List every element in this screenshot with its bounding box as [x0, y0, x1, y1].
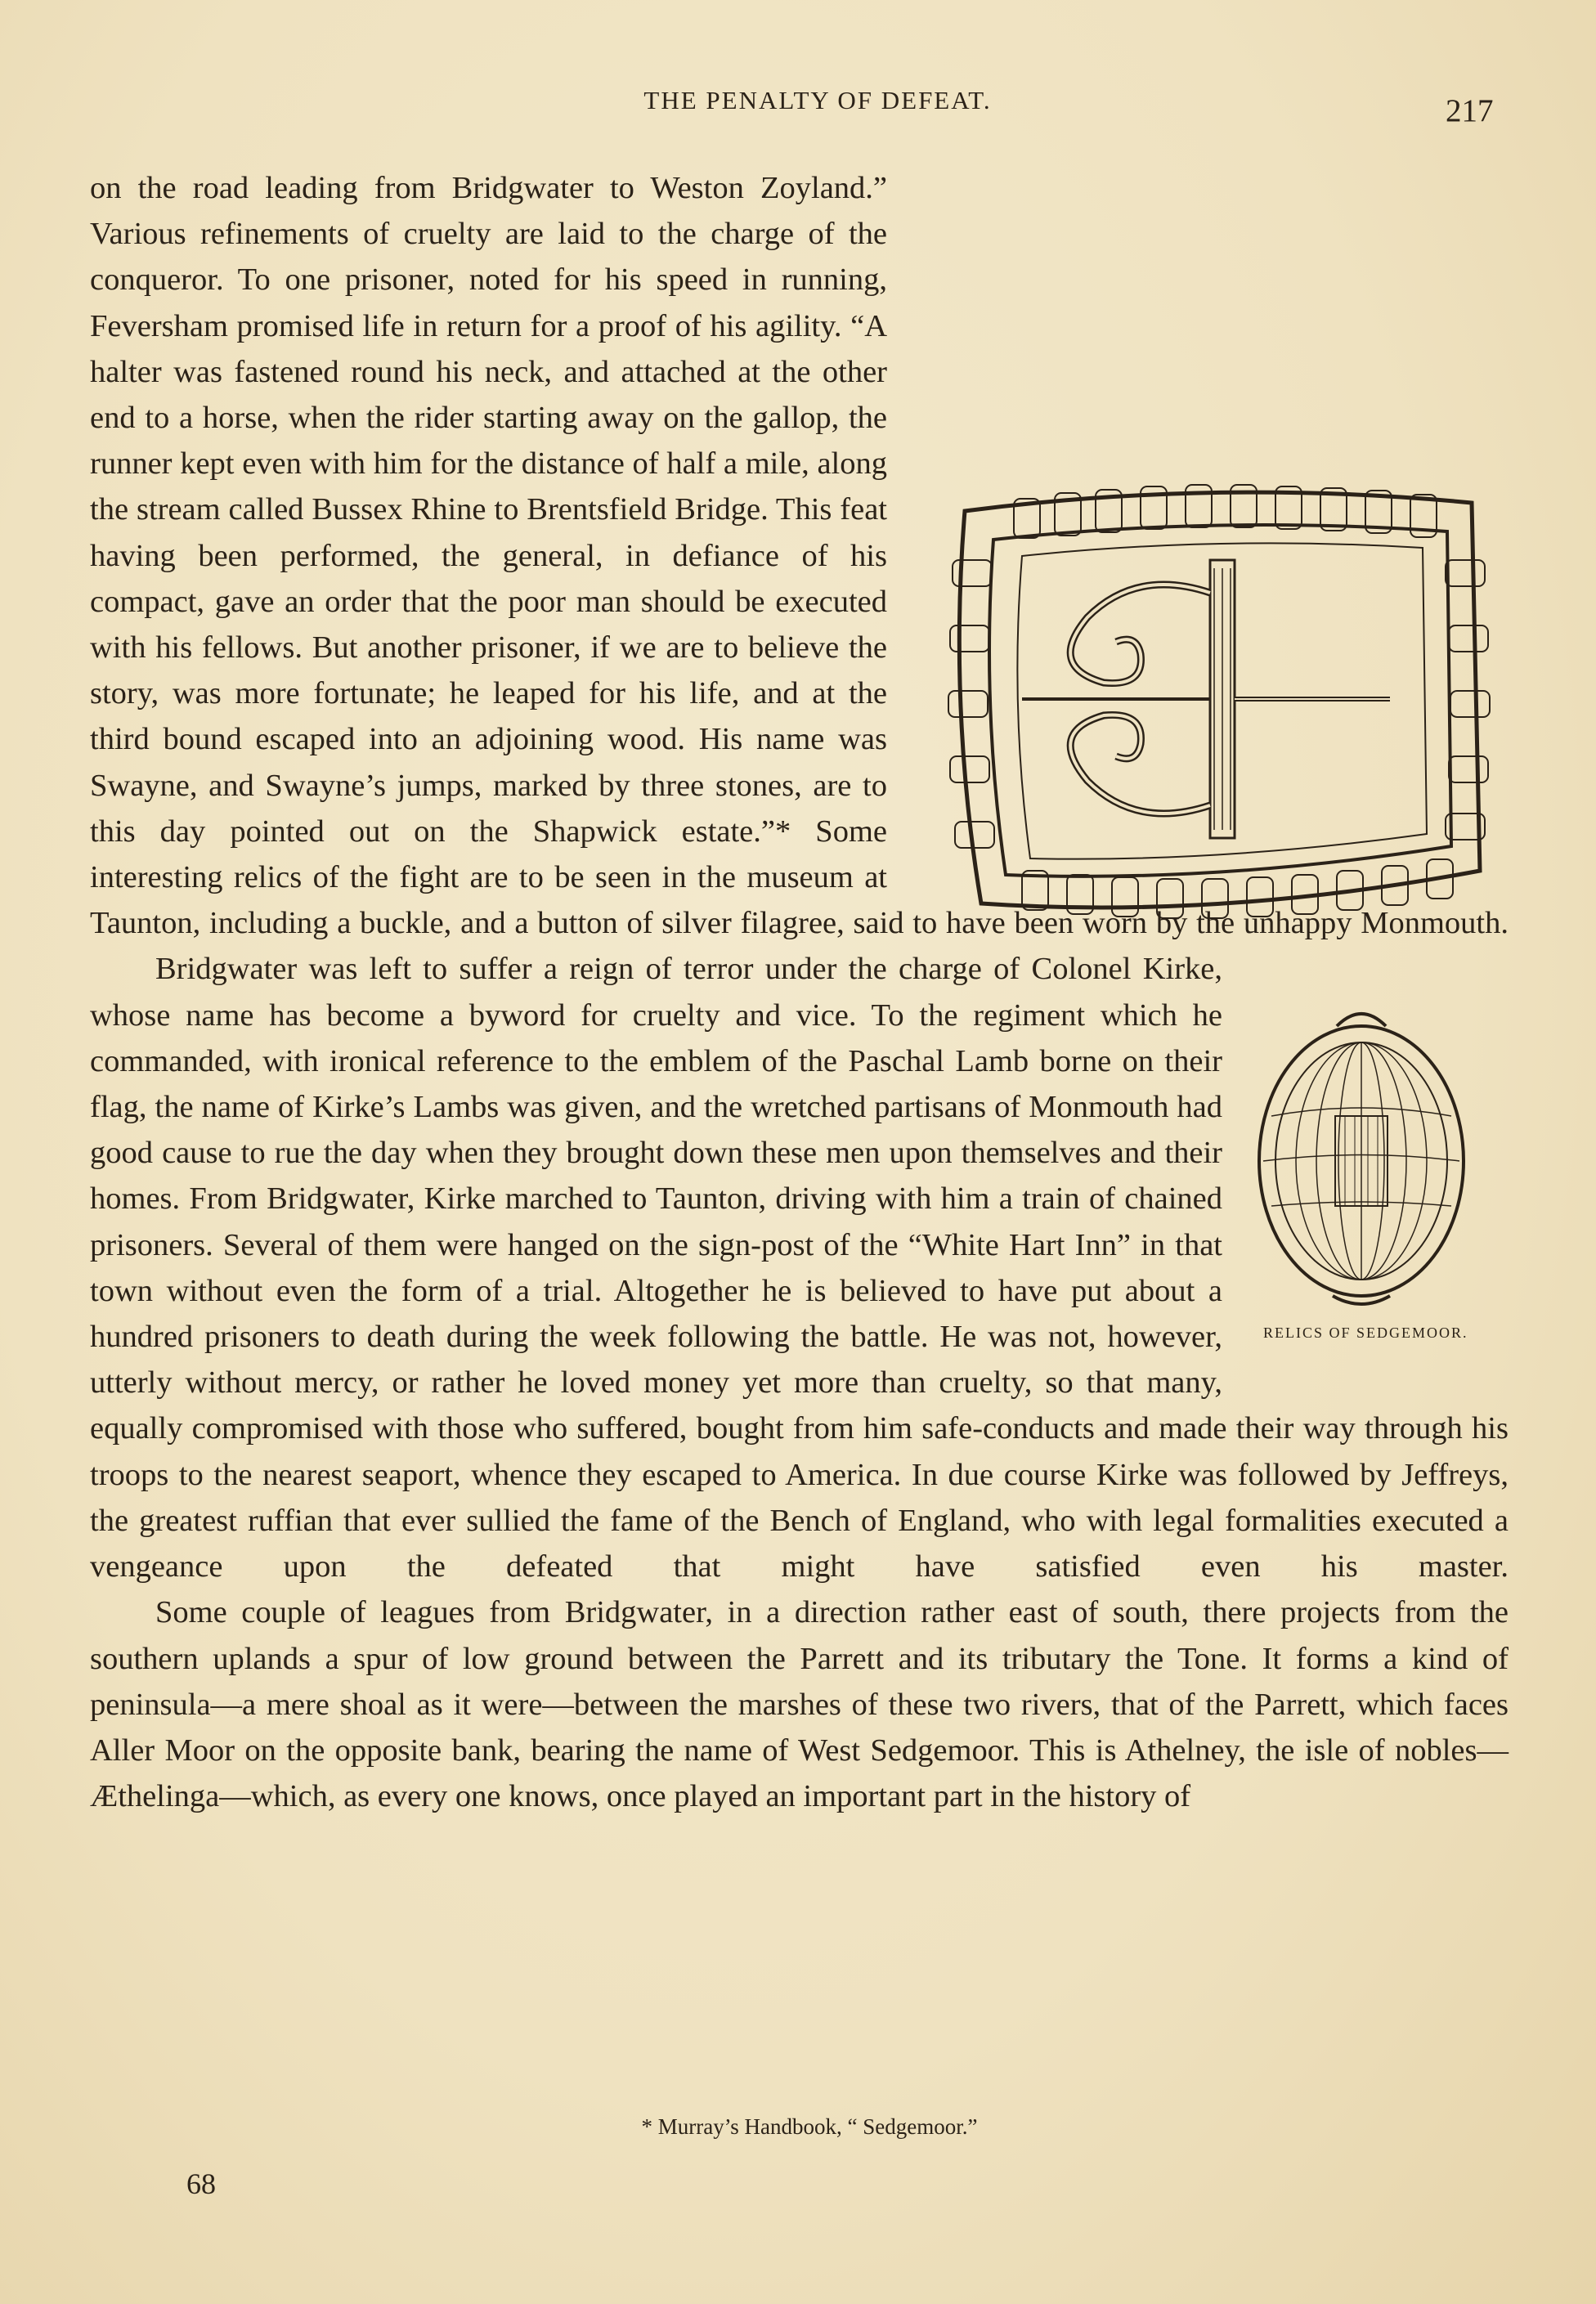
buckle-illustration [932, 462, 1504, 940]
signature-mark: 68 [186, 2167, 216, 2200]
button-illustration [1239, 993, 1484, 1312]
body-text [90, 165, 1509, 1819]
paragraph-1: on the road leading from Bridgwater to Weston Zoyland.” Various refinements of cruelty are laid to the charge of the conqueror. To one prisoner, noted for his speed in running, Feversham promised life in return for a proof of his agility. “A halter was fastened round his neck, and attached at the other end to a horse, when the rider starting away on the gallop, the runner kept even with him for the distance of half a mile, along the stream called Bussex Rhine to Brentsfield Bridge. This feat having been performed, the general, in defiance of his compact, gave an order that the poor man should be executed with his fellows. But another prisoner, if we are to believe the story, was more fortunate; he leaped for his life, and at the third bound escaped into an adjoining wood. His name was Swayne, and Swayne’s jumps, marked by three stones, are to this day pointed out on the Shapwick estate.”* Some interesting relics of the fight are to be seen in the museum at Taunton, including a buckle, and a button of silver filagree, said to have been worn by the unhappy Monmouth. [90, 171, 1509, 941]
figure-caption: RELICS OF SEDGEMOOR. [1263, 1325, 1468, 1341]
running-header: THE PENALTY OF DEFEAT. [643, 86, 992, 114]
paragraph-3: Some couple of leagues from Bridgwater, in a direction rather east of south, there projects from the southern uplands a spur of low ground between the Parrett and its tributary the Tone. It forms a kind of peninsula—a mere shoal as it were—between the marshes of these two rivers, that of the Parrett, which faces Aller Moor on the opposite bank, bearing the name of West Sedgemoor. This is Athelney, the isle of nobles— Æthelinga—which, as every one knows, once played an important part in the history of [90, 1595, 1509, 1814]
page-number: 217 [1446, 93, 1494, 128]
footnote: * Murray’s Handbook, “ Sedgemoor.” [641, 2114, 978, 2139]
paragraph-2: Bridgwater was left to suffer a reign of terror under the charge of Colonel Kirke, whose name has become a byword for cruelty and vice. To the regiment which he commanded, with ironical reference to the emblem of the Paschal Lamb borne on their flag, the name of Kirke’s Lambs was given, and the wretched partisans of Monmouth had good cause to rue the day when they brought down these men upon themselves and their homes. From Bridgwater, Kirke marched to Taunton, driving with him a train of chained prisoners. Several of them were hanged on the sign-post of the “White Hart Inn” in that town without even the form of a trial. Altogether he is believed to have put about a hundred prisoners to death during the week following the battle. He was not, however, utterly without mercy, or rather he loved money yet more than cruelty, so that many, equally compromised with those who suffered, bought from him safe-conducts and made their way through his troops to the nearest seaport, whence they escaped to America. In due course Kirke was followed by Jeffreys, the greatest ruffian that ever sullied the fame of the Bench of England, who with legal formalities executed a vengeance upon the defeated that might have satisfied even his master. [90, 952, 1509, 1585]
